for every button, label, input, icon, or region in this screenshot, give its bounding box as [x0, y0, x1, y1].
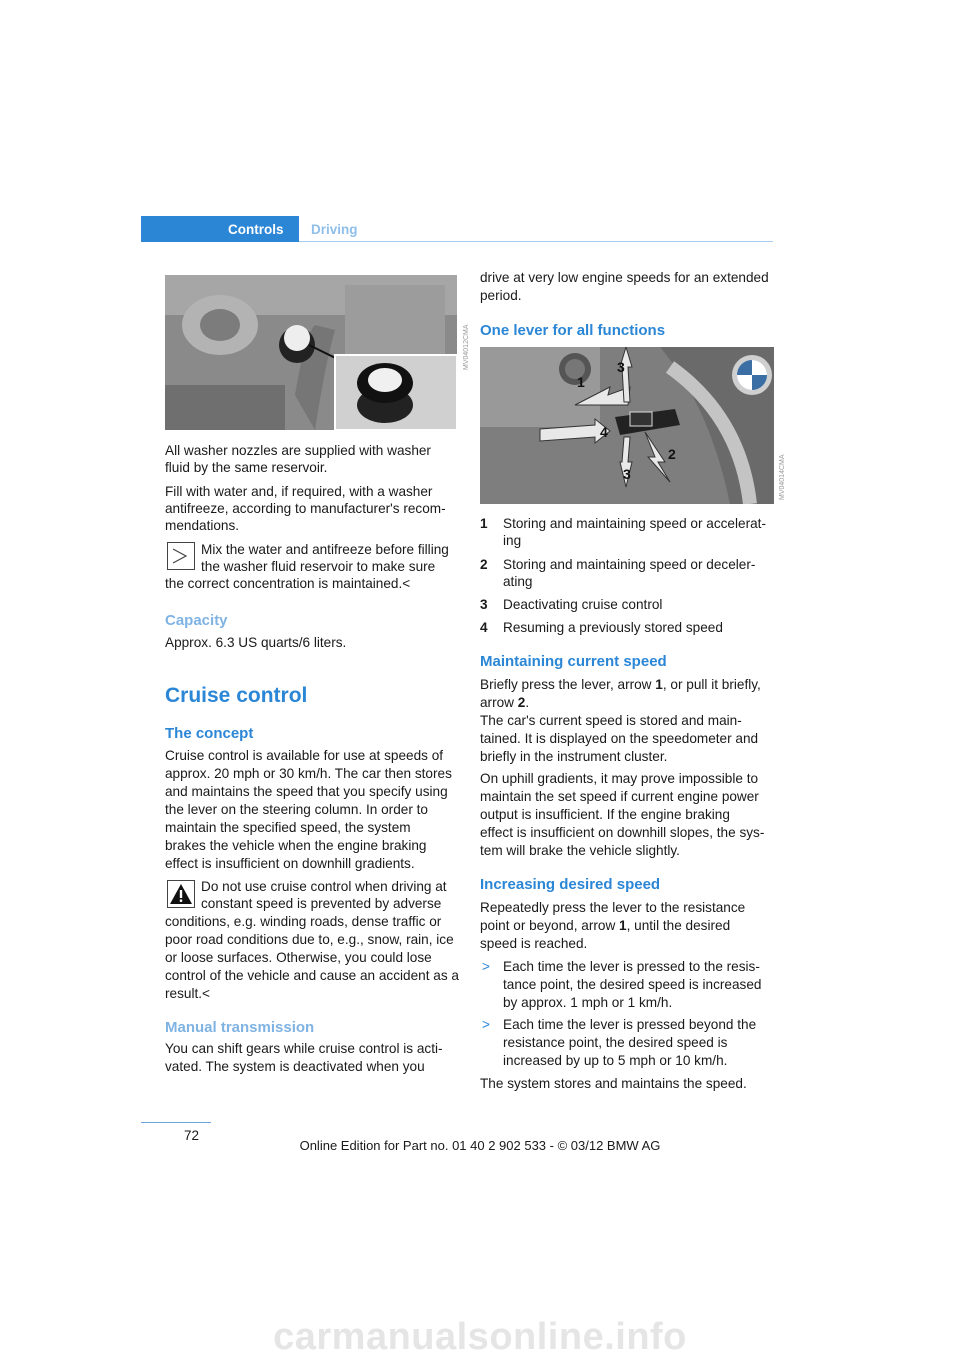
text-line — [480, 694, 529, 711]
list-item — [480, 556, 755, 573]
list-text: Storing and maintaining speed or deceler- — [503, 557, 756, 572]
warning-icon — [167, 880, 195, 908]
list-item — [480, 596, 662, 613]
text-line: drive at very low engine speeds for an extended — [480, 270, 769, 285]
bullet-line: Each time the lever is pressed to the resis- — [503, 959, 760, 974]
text-line: maintain the specified speed, the system — [165, 820, 411, 835]
list-text: Storing and maintaining speed or accelerat- — [503, 516, 766, 531]
capacity-text: Approx. 6.3 US quarts/6 liters. — [165, 635, 347, 650]
warning-line: Do not use cruise control when driving at — [201, 879, 447, 894]
warning-line: control of the vehicle and cause an accident as a — [165, 968, 459, 983]
image-reference-code: MV04014CMA — [779, 454, 786, 500]
svg-text:2: 2 — [668, 446, 676, 462]
warning-line — [165, 985, 210, 1002]
text-line: period. — [480, 288, 522, 303]
image-reference-code: MV04012CMA — [463, 324, 470, 370]
bullet-line: Each time the lever is pressed beyond the — [503, 1017, 757, 1032]
end-mark: < — [202, 986, 210, 1001]
arrow-ref: 1 — [655, 677, 663, 692]
text-line: All washer nozzles are supplied with washer — [165, 443, 431, 458]
maintaining-speed-heading: Maintaining current speed — [480, 653, 667, 670]
list-number: 3 — [480, 597, 488, 612]
svg-text:3: 3 — [623, 466, 631, 482]
bullet-line: increased by up to 5 mph or 10 km/h. — [503, 1053, 728, 1068]
washer-reservoir-image — [165, 275, 457, 430]
text-run: Briefly press the lever, arrow — [480, 677, 656, 692]
warning-line: or loose surfaces. Otherwise, you could lose — [165, 950, 432, 965]
bullet-line: resistance point, the desired speed is — [503, 1035, 728, 1050]
list-item-continuation: ing — [503, 533, 522, 548]
edition-footer: Online Edition for Part no. 01 40 2 902 533 - © 03/12 BMW AG — [299, 1138, 661, 1153]
paragraph-washer-nozzles — [165, 442, 460, 459]
text-line: effect is insufficient on downhill slopes, the sys- — [480, 825, 765, 840]
text-line — [480, 917, 730, 934]
cruise-lever-image — [480, 347, 774, 504]
warning-line-text: result. — [165, 986, 203, 1001]
text-line — [480, 676, 761, 693]
text-line: You can shift gears while cruise control is acti- — [165, 1041, 443, 1056]
header-rule — [299, 241, 773, 242]
note-icon — [167, 542, 195, 570]
text-line: briefly in the instrument cluster. — [480, 749, 668, 764]
text-line: antifreeze, according to manufacturer's recom- — [165, 501, 446, 516]
text-line: approx. 20 mph or 30 km/h. The car then stores — [165, 766, 452, 781]
bullet-line: tance point, the desired speed is increased — [503, 977, 762, 992]
note-line-text: the correct concentration is maintained. — [165, 576, 403, 591]
svg-text:3: 3 — [617, 359, 625, 375]
list-item — [480, 515, 766, 532]
text-line: and maintains the speed that you specify using — [165, 784, 448, 799]
text-line: The car's current speed is stored and main- — [480, 713, 742, 728]
text-line: Cruise control is available for use at speeds of — [165, 748, 444, 763]
text-line: effect is insufficient on downhill gradients. — [165, 856, 415, 871]
increasing-speed-heading: Increasing desired speed — [480, 876, 661, 893]
cruise-control-heading: Cruise control — [165, 684, 308, 707]
text-line: Repeatedly press the lever to the resistance — [480, 900, 746, 915]
one-lever-heading: One lever for all functions — [480, 322, 666, 339]
note-line: the washer fluid reservoir to make sure — [201, 559, 436, 574]
text-line: speed is reached. — [480, 936, 588, 951]
text-line: tem will brake the vehicle slightly. — [480, 843, 680, 858]
arrow-ref: 2 — [517, 695, 526, 710]
warning-line: poor road conditions due to, e.g., snow, rain, ice — [165, 932, 454, 947]
text-line: fluid by the same reservoir. — [165, 460, 328, 475]
bullet-marker: > — [482, 959, 490, 974]
list-text: Deactivating cruise control — [503, 597, 663, 612]
text-run: point or beyond, arrow — [480, 918, 620, 933]
text-line: the lever on the steering column. In order to — [165, 802, 428, 817]
concept-heading: The concept — [165, 725, 254, 742]
watermark: carmanualsonline.info — [273, 1316, 687, 1358]
page-number: 72 — [184, 1128, 200, 1143]
list-item-continuation: ating — [503, 574, 533, 589]
text-run: arrow — [480, 695, 518, 710]
bullet-marker: > — [482, 1017, 490, 1032]
text-line: The system stores and maintains the speed. — [480, 1076, 747, 1091]
list-number: 1 — [480, 516, 488, 531]
text-run: , or pull it briefly, — [662, 677, 761, 692]
text-line: On uphill gradients, it may prove impossible to — [480, 771, 759, 786]
svg-text:4: 4 — [600, 424, 608, 440]
text-run: . — [525, 695, 530, 710]
text-run: , until the desired — [626, 918, 731, 933]
arrow-ref: 1 — [619, 918, 627, 933]
text-line: tained. It is displayed on the speedometer and — [480, 731, 759, 746]
capacity-heading: Capacity — [165, 612, 228, 629]
text-line: Fill with water and, if required, with a washer — [165, 484, 433, 499]
note-line — [165, 575, 410, 592]
end-mark: < — [402, 576, 411, 591]
list-text: Resuming a previously stored speed — [503, 620, 723, 635]
section-tab-controls[interactable]: Controls — [228, 222, 284, 237]
text-line: maintain the set speed if current engine power — [480, 789, 759, 804]
page-number-rule — [141, 1122, 211, 1123]
note-line: Mix the water and antifreeze before filling — [201, 542, 449, 557]
manual-transmission-heading: Manual transmission — [165, 1019, 315, 1036]
list-number: 2 — [480, 557, 488, 572]
text-line: output is insufficient. If the engine braking — [480, 807, 730, 822]
section-tab-driving[interactable]: Driving — [311, 222, 358, 237]
bullet-line: by approx. 1 mph or 1 km/h. — [503, 995, 673, 1010]
text-line: vated. The system is deactivated when you — [165, 1059, 425, 1074]
text-line: brakes the vehicle when the engine braking — [165, 838, 427, 853]
text-line: mendations. — [165, 518, 240, 533]
list-number: 4 — [480, 620, 488, 635]
svg-text:1: 1 — [577, 374, 585, 390]
warning-line: conditions, e.g. winding roads, dense traffic or — [165, 914, 442, 929]
list-item — [480, 619, 723, 636]
warning-line: constant speed is prevented by adverse — [201, 896, 442, 911]
